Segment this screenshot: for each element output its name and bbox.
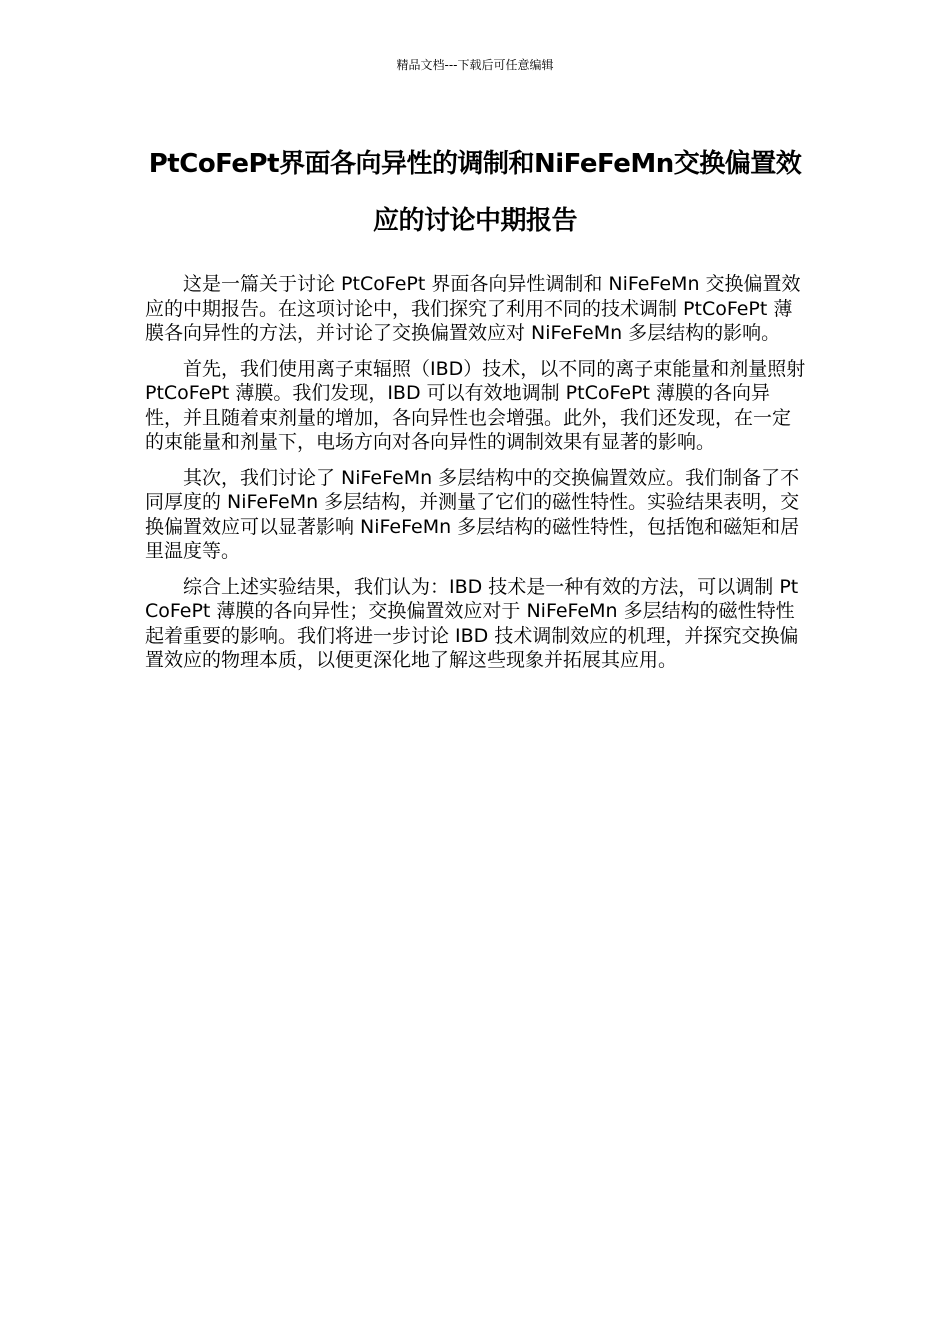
body-paragraph: 综合上述实验结果，我们认为：IBD 技术是一种有效的方法，可以调制 PtCoFePt 薄膜的各向异性；交换偏置效应对于 NiFeFeMn 多层结构的磁性特性起着重要的影响。我们将进一步讨论 IBD 技术调制效应的机理，并探究交换偏置效应的物理本质，以便更深化地了解这些现象并拓展其应用。 xyxy=(145,575,799,671)
body-paragraph: 首先，我们使用离子束辐照（IBD）技术，以不同的离子束能量和剂量照射 PtCoFePt 薄膜。我们发现，IBD 可以有效地调制 PtCoFePt 薄膜的各向异性，并且随着束剂量的增加，各向异性也会增强。此外，我们还发现，在一定的束能量和剂量下，电场方向对各向异性的调制效果有显著的影响。 xyxy=(145,357,806,453)
body-paragraph: 其次，我们讨论了 NiFeFeMn 多层结构中的交换偏置效应。我们制备了不同厚度的 NiFeFeMn 多层结构，并测量了它们的磁性特性。实验结果表明，交换偏置效应可以显著影响 NiFeFeMn 多层结构的磁性特性，包括饱和磁矩和居里温度等。 xyxy=(145,466,800,562)
body-paragraph: 这是一篇关于讨论 PtCoFePt 界面各向异性调制和 NiFeFeMn 交换偏置效应的中期报告。在这项讨论中，我们探究了利用不同的技术调制 PtCoFePt 薄膜各向异性的方法，并讨论了交换偏置效应对 NiFeFeMn 多层结构的影响。 xyxy=(145,273,801,344)
header-note: 精品文档---下载后可任意编辑 xyxy=(396,58,554,72)
document-body xyxy=(145,272,807,684)
document-title: PtCoFePt界面各向异性的调制和NiFeFeMn交换偏置效应的讨论中期报告 xyxy=(148,149,802,236)
